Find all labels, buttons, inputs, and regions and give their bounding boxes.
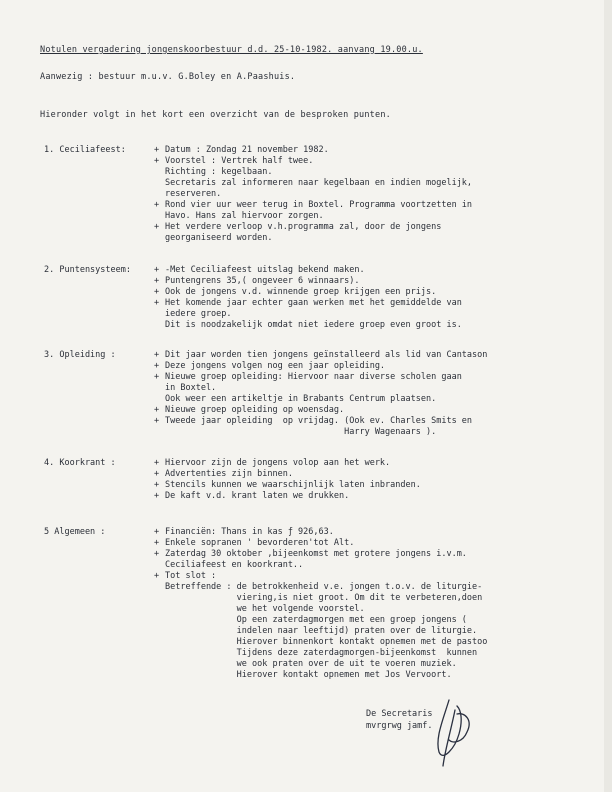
list-item-text: Enkele sopranen ' bevorderen'tot Alt. [165, 538, 355, 548]
list-item-text: Secretaris zal informeren naar kegelbaan en indien mogelijk, [165, 178, 473, 188]
bullet-mark: + [154, 361, 160, 371]
attendance-text: : bestuur m.u.v. G.Boley en A.Paashuis. [87, 72, 296, 82]
list-item-text: Ook weer een artikeltje in Brabants Centrum plaatsen. [165, 394, 437, 404]
list-item-text: we ook praten over de uit te voeren muziek. [165, 659, 457, 669]
list-item-text: Dit is noodzakelijk omdat niet iedere groep even groot is. [165, 320, 462, 330]
bullet-mark: + [154, 491, 160, 501]
section-label: 1. Ceciliafeest: [44, 145, 126, 155]
list-item-text: viering,is niet groot. Om dit te verbeteren,doen [165, 593, 483, 603]
bullet-mark: + [154, 480, 160, 490]
list-item-text: Op een zaterdagmorgen met een groep jongens ( [165, 615, 467, 625]
list-item-text: Stencils kunnen we waarschijnlijk laten inbranden. [165, 480, 421, 490]
section-label: 3. Opleiding : [44, 350, 116, 360]
list-item-text: Tot slot : [165, 571, 217, 581]
list-item-text: Ceciliafeest en koorkrant.. [165, 560, 304, 570]
list-item-text: Hierover kontakt opnemen met Jos Vervoort. [165, 670, 452, 680]
secretary-name: mvrgrwg jamf. [366, 721, 433, 731]
list-item-text: we het volgende voorstel. [165, 604, 365, 614]
list-item-text: Zaterdag 30 oktober ,bijeenkomst met grotere jongens i.v.m. [165, 549, 467, 559]
list-item-text: Hiervoor zijn de jongens volop aan het werk. [165, 458, 391, 468]
bullet-mark: + [154, 276, 160, 286]
list-item-text: Puntengrens 35,( ongeveer 6 winnaars). [165, 276, 360, 286]
bullet-mark: + [154, 538, 160, 548]
bullet-mark: + [154, 156, 160, 166]
list-item-text: -Met Ceciliafeest uitslag bekend maken. [165, 265, 365, 275]
list-item-text: Financiën: Thans in kas ƒ 926,63. [165, 527, 334, 537]
list-item-text: Dit jaar worden tien jongens geïnstalleerd als lid van Cantason [165, 350, 488, 360]
list-item-text: indelen naar leeftijd) praten over de liturgie. [165, 626, 478, 636]
bullet-mark: + [154, 405, 160, 415]
list-item-text: De kaft v.d. krant laten we drukken. [165, 491, 350, 501]
list-item-text: Richting : kegelbaan. [165, 167, 273, 177]
handwritten-signature [421, 690, 491, 770]
bullet-mark: + [154, 527, 160, 537]
section-label: 4. Koorkrant : [44, 458, 116, 468]
bullet-mark: + [154, 549, 160, 559]
bullet-mark: + [154, 469, 160, 479]
list-item-text: Deze jongens volgen nog een jaar opleiding. [165, 361, 386, 371]
bullet-mark: + [154, 222, 160, 232]
list-item-text: reserveren. [165, 189, 222, 199]
list-item-text: Harry Wagenaars ). [165, 427, 437, 437]
intro-text: Hieronder volgt in het kort een overzicht van de besproken punten. [40, 110, 391, 120]
secretary-title: De Secretaris [366, 709, 433, 719]
list-item-text: iedere groep. [165, 309, 232, 319]
list-item-text: Ook de jongens v.d. winnende groep krijgen een prijs. [165, 287, 437, 297]
bullet-mark: + [154, 265, 160, 275]
section-label: 5 Algemeen : [44, 527, 106, 537]
list-item-text: Nieuwe groep opleiding: Hiervoor naar diverse scholen gaan [165, 372, 462, 382]
list-item-text: Tweede jaar opleiding op vrijdag. (Ook ev. Charles Smits en [165, 416, 473, 426]
bullet-mark: + [154, 287, 160, 297]
list-item-text: Datum : Zondag 21 november 1982. [165, 145, 329, 155]
page-edge [604, 0, 612, 792]
bullet-mark: + [154, 458, 160, 468]
list-item-text: Betreffende : de betrokkenheid v.e. jongen t.o.v. de liturgie- [165, 582, 483, 592]
list-item-text: Nieuwe groep opleiding op woensdag. [165, 405, 345, 415]
list-item-text: Voorstel : Vertrek half twee. [165, 156, 314, 166]
list-item-text: Havo. Hans zal hiervoor zorgen. [165, 211, 324, 221]
list-item-text: in Boxtel. [165, 383, 217, 393]
bullet-mark: + [154, 571, 160, 581]
list-item-text: georganiseerd worden. [165, 233, 273, 243]
attendance-line [40, 72, 295, 83]
bullet-mark: + [154, 350, 160, 360]
bullet-mark: + [154, 298, 160, 308]
list-item-text: Tijdens deze zaterdagmorgen-bijeenkomst kunnen [165, 648, 478, 658]
bullet-mark: + [154, 200, 160, 210]
section-label: 2. Puntensysteem: [44, 265, 131, 275]
list-item-text: Het komende jaar echter gaan werken met het gemiddelde van [165, 298, 462, 308]
list-item-text: Het verdere verloop v.h.programma zal, door de jongens [165, 222, 442, 232]
document-title: Notulen vergadering jongenskoorbestuur d.d. 25-10-1982. aanvang 19.00.u. [40, 45, 423, 55]
bullet-mark: + [154, 372, 160, 382]
list-item-text: Rond vier uur weer terug in Boxtel. Programma voortzetten in [165, 200, 473, 210]
bullet-mark: + [154, 416, 160, 426]
attendance-label: Aanwezig [40, 72, 83, 82]
bullet-mark: + [154, 145, 160, 155]
list-item-text: Hierover binnenkort kontakt opnemen met de pastoo [165, 637, 488, 647]
list-item-text: Advertenties zijn binnen. [165, 469, 293, 479]
